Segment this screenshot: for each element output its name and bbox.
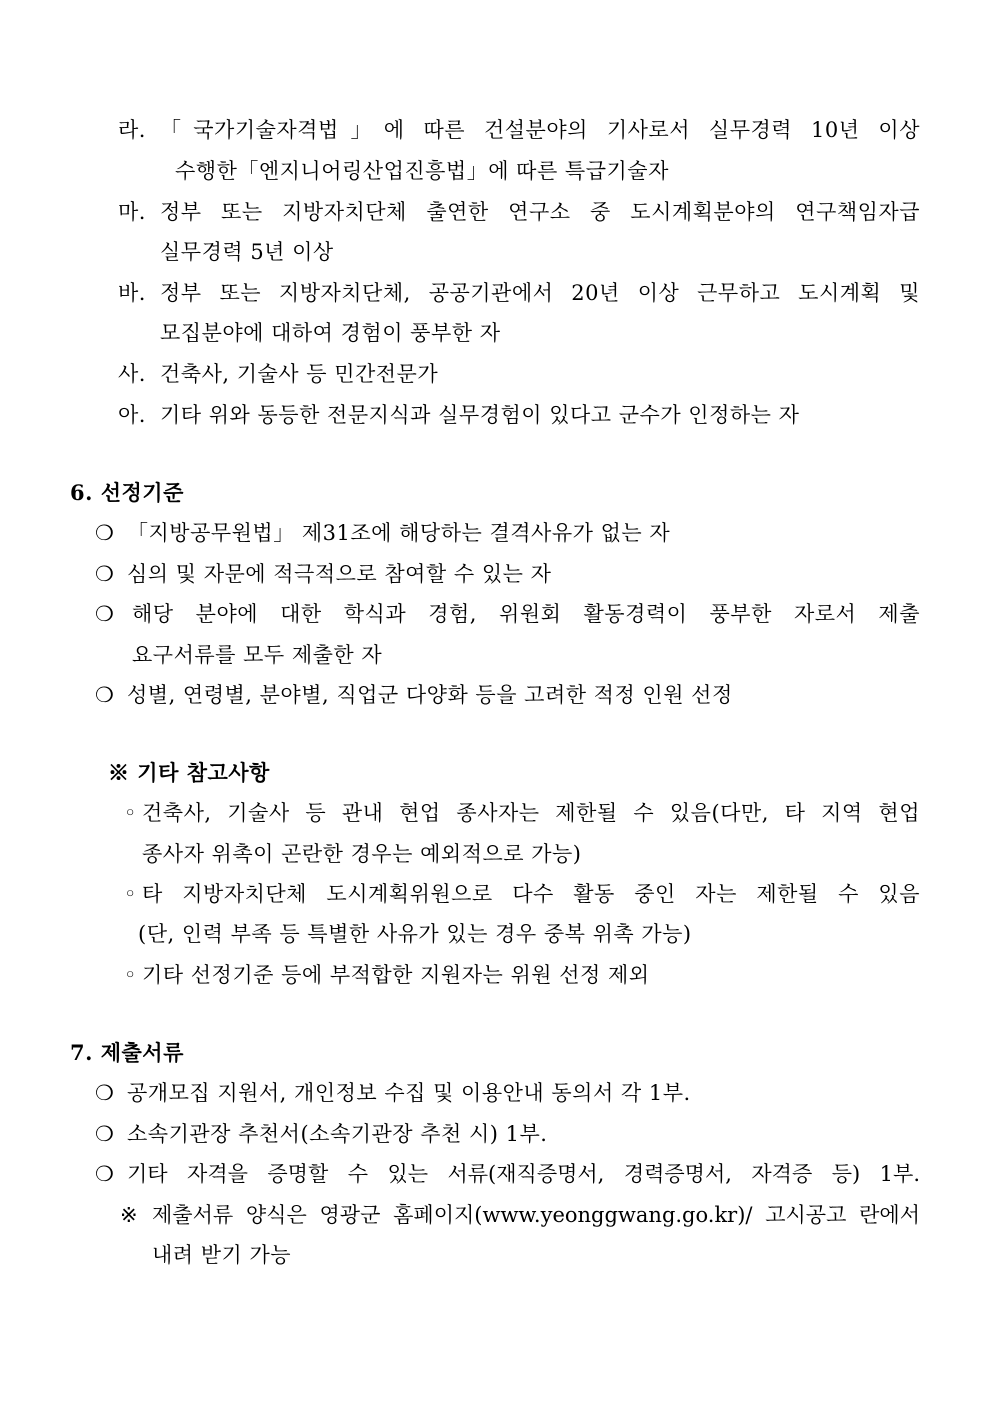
- section6-item1-line1: 「지방공무원법」 제31조에 해당하는 결격사유가 없는 자: [127, 521, 671, 545]
- section6-item3-marker: ❍: [95, 602, 115, 626]
- notes-item2-line2: (단, 인력 부족 등 특별한 사유가 있는 경우 중복 위촉 가능): [138, 922, 692, 946]
- item-ba-marker: 바.: [118, 281, 146, 305]
- item-ma-marker: 마.: [118, 200, 146, 224]
- notes-item1-line1: 건축사, 기술사 등 관내 현업 종사자는 제한될 수 있음(다만, 타 지역 현업: [142, 801, 920, 825]
- section7-note-line2: 내려 받기 가능: [152, 1243, 292, 1267]
- section7-item2-marker: ❍: [95, 1122, 115, 1146]
- notes-item2-marker: ◦: [124, 882, 137, 906]
- notes-item1-line2: 종사자 위촉이 곤란한 경우는 예외적으로 가능): [142, 842, 582, 866]
- item-ma-line1: 정부 또는 지방자치단체 출연한 연구소 중 도시계획분야의 연구책임자급: [160, 200, 920, 224]
- notes-item3-marker: ◦: [124, 963, 137, 987]
- notes-item2-line1: 타 지방자치단체 도시계획위원으로 다수 활동 중인 자는 제한될 수 있음: [142, 882, 920, 906]
- item-sa-marker: 사.: [118, 362, 146, 386]
- item-ra-line1: 「국가기술자격법」에 따른 건설분야의 기사로서 실무경력 10년 이상: [160, 118, 920, 142]
- notes-heading: ※ 기타 참고사항: [108, 760, 270, 785]
- notes-item1-marker: ◦: [124, 801, 137, 825]
- section6-item3-line2: 요구서류를 모두 제출한 자: [132, 643, 383, 667]
- section7-item2-line1: 소속기관장 추천서(소속기관장 추천 시) 1부.: [127, 1122, 548, 1146]
- notes-item3-line1: 기타 선정기준 등에 부적합한 지원자는 위원 선정 제외: [142, 963, 650, 987]
- section6-heading: 6. 선정기준: [70, 480, 184, 505]
- section6-item3-line1: 해당 분야에 대한 학식과 경험, 위원회 활동경력이 풍부한 자로서 제출: [132, 602, 920, 626]
- item-ma-line2: 실무경력 5년 이상: [160, 240, 334, 264]
- section6-item4-line1: 성별, 연령별, 분야별, 직업군 다양화 등을 고려한 적정 인원 선정: [127, 683, 733, 707]
- section7-note-line1: 제출서류 양식은 영광군 홈페이지(www.yeonggwang.go.kr)/ 고시공고 란에서: [152, 1203, 920, 1227]
- section7-item3-line1: 기타 자격을 증명할 수 있는 서류(재직증명서, 경력증명서, 자격증 등) 1부.: [127, 1162, 920, 1186]
- section6-item2-line1: 심의 및 자문에 적극적으로 참여할 수 있는 자: [127, 562, 552, 586]
- item-ba-line2: 모집분야에 대하여 경험이 풍부한 자: [160, 321, 501, 345]
- item-ra-line2: 수행한「엔지니어링산업진흥법」에 따른 특급기술자: [175, 159, 669, 183]
- section7-heading: 7. 제출서류: [70, 1040, 184, 1065]
- item-a-line1: 기타 위와 동등한 전문지식과 실무경험이 있다고 군수가 인정하는 자: [160, 403, 800, 427]
- item-sa-line1: 건축사, 기술사 등 민간전문가: [160, 362, 439, 386]
- section7-item3-marker: ❍: [95, 1162, 115, 1186]
- item-a-marker: 아.: [118, 403, 146, 427]
- section6-item1-marker: ❍: [95, 521, 115, 545]
- section6-item2-marker: ❍: [95, 562, 115, 586]
- item-ba-line1: 정부 또는 지방자치단체, 공공기관에서 20년 이상 근무하고 도시계획 및: [160, 281, 920, 305]
- section6-item4-marker: ❍: [95, 683, 115, 707]
- item-ra-marker: 라.: [118, 118, 146, 142]
- section7-item1-line1: 공개모집 지원서, 개인정보 수집 및 이용안내 동의서 각 1부.: [127, 1081, 691, 1105]
- section7-note-marker: ※: [120, 1203, 139, 1227]
- section7-item1-marker: ❍: [95, 1081, 115, 1105]
